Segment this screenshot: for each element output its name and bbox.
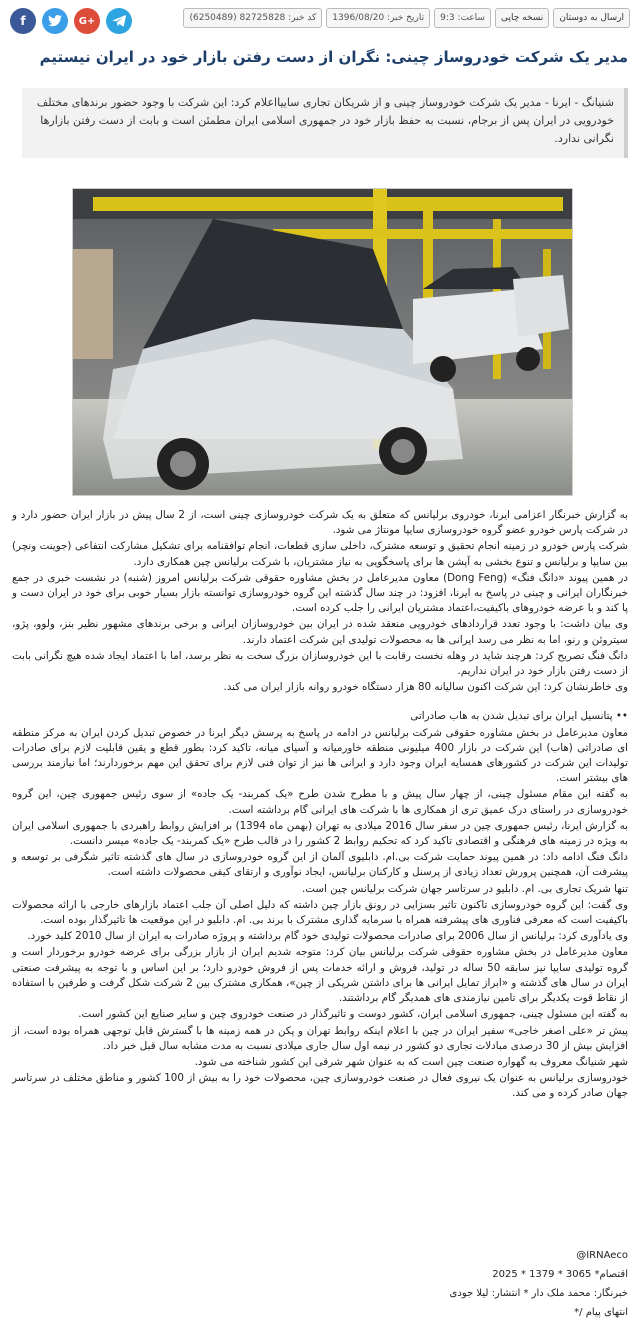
twitter-handle: IRNAeco@: [576, 1250, 628, 1261]
paragraph: پیش تر «علی اصغر خاجی» سفیر ایران در چین با اعلام اینکه روابط تهران و پکن در همه زمینه ها با گسترش قابل توجهی همراه بوده است، از افزایش بیش از 30 درصدی مبادلات تجاری دو کشور در نیمه اول سال جاری میلادی نسبت به مدت مشابه سال قبل خبر داد.: [12, 1024, 628, 1052]
article-footer: [12, 1246, 628, 1322]
send-to-friends-button[interactable]: ارسال به دوستان: [553, 8, 630, 28]
facebook-icon[interactable]: f: [10, 8, 36, 34]
twitter-icon[interactable]: [42, 8, 68, 34]
section-subheading: •• پتانسیل ایران برای تبدیل شدن به هاب صادراتی: [410, 710, 628, 723]
paragraph: به گفته این مسئول چینی، جمهوری اسلامی ایران، کشور دوست و تاثیرگذار در صنعت خودروی چین و سایر صنایع این کشور است.: [78, 1008, 628, 1021]
news-tags: اقتصام* 3065 * 1379 * 2025: [492, 1269, 628, 1280]
reporter-credits: خبرنگار: محمد ملک دار * انتشار: لیلا جودی: [449, 1288, 628, 1299]
end-of-message: انتهای پیام /*: [574, 1307, 628, 1318]
paragraph: وی خاطرنشان کرد: این شرکت اکنون سالیانه 80 هزار دستگاه خودرو روانه بازار ایران می کند.: [223, 681, 628, 694]
paragraph: تنها شریک تجاری بی. ام. دابلیو در سرتاسر جهان شرکت برلیانس چین است.: [301, 882, 628, 895]
paragraph: خودروسازی برلیانس به عنوان یک نیروی فعال در صنعت خودروسازی چین، محصولات خود را به بیش از 100 کشور و مناطق مختلف در سرتاسر جهان صادر کرده و می کند.: [12, 1072, 628, 1100]
article-body: [12, 508, 628, 1103]
meta-bar: [183, 8, 630, 28]
paragraph: وی بیان داشت: با وجود تعدد قراردادهای خودرویی منعقد شده در ایران بین خودروسازان ایرانی و برخی برندهای مشهور نظیر بنز، ولوو، پژو، سیتروئن و رنو، اما به نظر می رسد ایرانی ها به محصولات تولیدی این شرکت اعتماد دارند.: [12, 618, 628, 646]
paragraph: معاون مدیرعامل در بخش مشاوره حقوقی شرکت برلیانس بیان کرد: متوجه شدیم ایران از بازار بزرگی برای عرضه خودرو برخوردار است و گروه تولیدی سایپا نیز سابقه 50 ساله در تولید، فروش و ارائه خدمات پس از فروش خودرو دارد؛ بر این اساس و با توجه به پیشرفت صنعتی ایران در سال های گذشته و «ابراز تمایل ایرانی ها برای داشتن شریکی از چین»، همکاری مشترک بین 2 شرکت شکل گرفت و طرفین با استفاده از نقاط قوت یکدیگر برای تامین نیازمندی های همدیگر گام برداشتند.: [12, 946, 628, 1005]
paragraph: وی گفت: این گروه خودروسازی تاکنون تاثیر بسزایی در رونق بازار چین داشته که دلیل اصلی آن جلب اعتماد بازارهای خارجی با ارائه محصولات باکیفیت است که معرفی فناوری های پیشرفته همراه با سرمایه گذاری مشترک با برند بی. ام. دابلیو در این موقعیت ها تاثیرگذار بوده است.: [12, 898, 628, 927]
top-bar: [10, 8, 630, 34]
paragraph: به گزارش خبرنگار اعزامی ایرنا، خودروی برلیانس که متعلق به یک شرکت خودروسازی چینی است، از 2 سال پیش در بازار ایران حضور دارد و در شرکت پارس خودرو عضو گروه خودروسازی سایپا مونتاژ می شود.: [12, 509, 628, 537]
google-plus-icon[interactable]: G+: [74, 8, 100, 34]
paragraph: دانگ فنگ تصریح کرد: هرچند شاید در وهله نخست رقابت با این خودروسازان بزرگ سخت به نظر برسد، اما با اعتماد ایجاد شده هیچ نگرانی بابت از دست رفتن بازار خود در ایران نداریم.: [12, 649, 628, 678]
paragraph: معاون مدیرعامل در بخش مشاوره حقوقی شرکت برلیانس در ادامه در پاسخ به پرسش دیگر ایرنا در خصوص تبدیل کردن ایران به مرکز منطقه ای صادراتی (هاب) این شرکت در بازار 400 میلیونی منطقه خاورمیانه و آسیای میانه، تاکید کرد: بطور قطع و یقین قابلیت لازم برای صادرات تولیدات این شرکت در کشورهای همسایه ایران وجود دارد و ایرانی ها نیز از توان فنی لازم برای تحقق این مهم برخوردارند؛ اما نیازمند بررسی های بیشتر است.: [12, 726, 628, 785]
news-code: کد خبر: 82725828 (6250489): [183, 8, 322, 28]
article-photo: [72, 188, 573, 496]
news-time: ساعت: 9:3: [434, 8, 491, 28]
telegram-icon[interactable]: [106, 8, 132, 34]
paragraph: دانگ فنگ ادامه داد: در همین پیوند حمایت شرکت بی.ام. دابلیوی آلمان از این گروه خودروسازی در سال های گذشته تاثیر شگرفی بر توسعه و پیشرفت آن، همچنین پرورش تعداد زیادی از پرسنل و کارکنان برلیانس، ایجاد نوآوری و ارتقای کیفی محصولات داشته است.: [12, 851, 628, 879]
paragraph: به گزارش ایرنا، رئیس جمهوری چین در سفر سال 2016 میلادی به تهران (بهمن ماه 1394) بر افزایش روابط راهبردی با جمهوری اسلامی ایران به ویژه در زمینه های فرهنگی و اقتصادی تاکید کرد که تحکیم روابط 2 کشور را در قالب طرح «یک کمربند- یک جاده» میسر دانست.: [12, 819, 629, 848]
lead-paragraph: شنیانگ - ایرنا - مدیر یک شرکت خودروساز چینی و از شریکان تجاری ساییااعلام کرد: این شرکت با وجود حضور برندهای مختلف خودرویی در ایران پس از برجام، نسبت به حفظ بازار خود در جمهوری اسلامی ایران مطمئن است و بابت از دست رفتن بازارها نگرانی ندارد.: [22, 88, 628, 158]
print-button[interactable]: نسخه چاپی: [495, 8, 549, 28]
paragraph: شهر شنیانگ معروف به گهواره صنعت چین است که به عنوان شهر شرقی این کشور شناخته می شود.: [194, 1055, 628, 1068]
paragraph: در همین پیوند «دانگ فنگ» (Dong Feng) معاون مدیرعامل در بخش مشاوره حقوقی شرکت برلیانس امروز (شنبه) در نشست خبری در جمع خبرنگاران ایرانی و چینی در پاسخ به ایرنا، افزود: در چند سال گذشته این گروه خودروسازی توانسته بازار بسیار خوبی برای خود در ایران دست و پا کند و با عرضه خودروهای باکیفیت،اعتماد مشتریان ایرانی را جلب کرده است.: [12, 571, 628, 615]
page-title: مدیر یک شرکت خودروساز چینی: نگران از دست رفتن بازار خود در ایران نیستیم: [39, 48, 628, 66]
factory-car-image: [73, 189, 572, 495]
share-buttons: [10, 8, 132, 34]
news-date: تاریخ خبر: 1396/08/20: [326, 8, 430, 28]
paragraph: شرکت پارس خودرو در زمینه انجام تحقیق و توسعه مشترک، داخلی سازی قطعات، انجام توافقنامه برای تشکیل مشارکت انتفاعی (جوینت ونچر) بین سایپا و برلیانس و تنوع بخشی به آپشن ها برای پاسخگویی به نیاز مشتریان، با شرکت برلیانس چین همکاری دارد.: [12, 540, 628, 568]
paragraph: به گفته این مقام مسئول چینی، از چهار سال پیش و با مطرح شدن طرح «یک کمربند- یک جاده» از سوی رئیس جمهوری چین، این گروه خودروسازی در راستای درک عمیق تری از همکاری ها با شرکت های ایرانی گام برداشته است.: [12, 788, 628, 816]
paragraph: وی یادآوری کرد: برلیانس از سال 2006 برای صادرات محصولات تولیدی خود گام برداشته و پروژه صادرات به ایران از سال 2010 کلید خورد.: [27, 930, 628, 943]
